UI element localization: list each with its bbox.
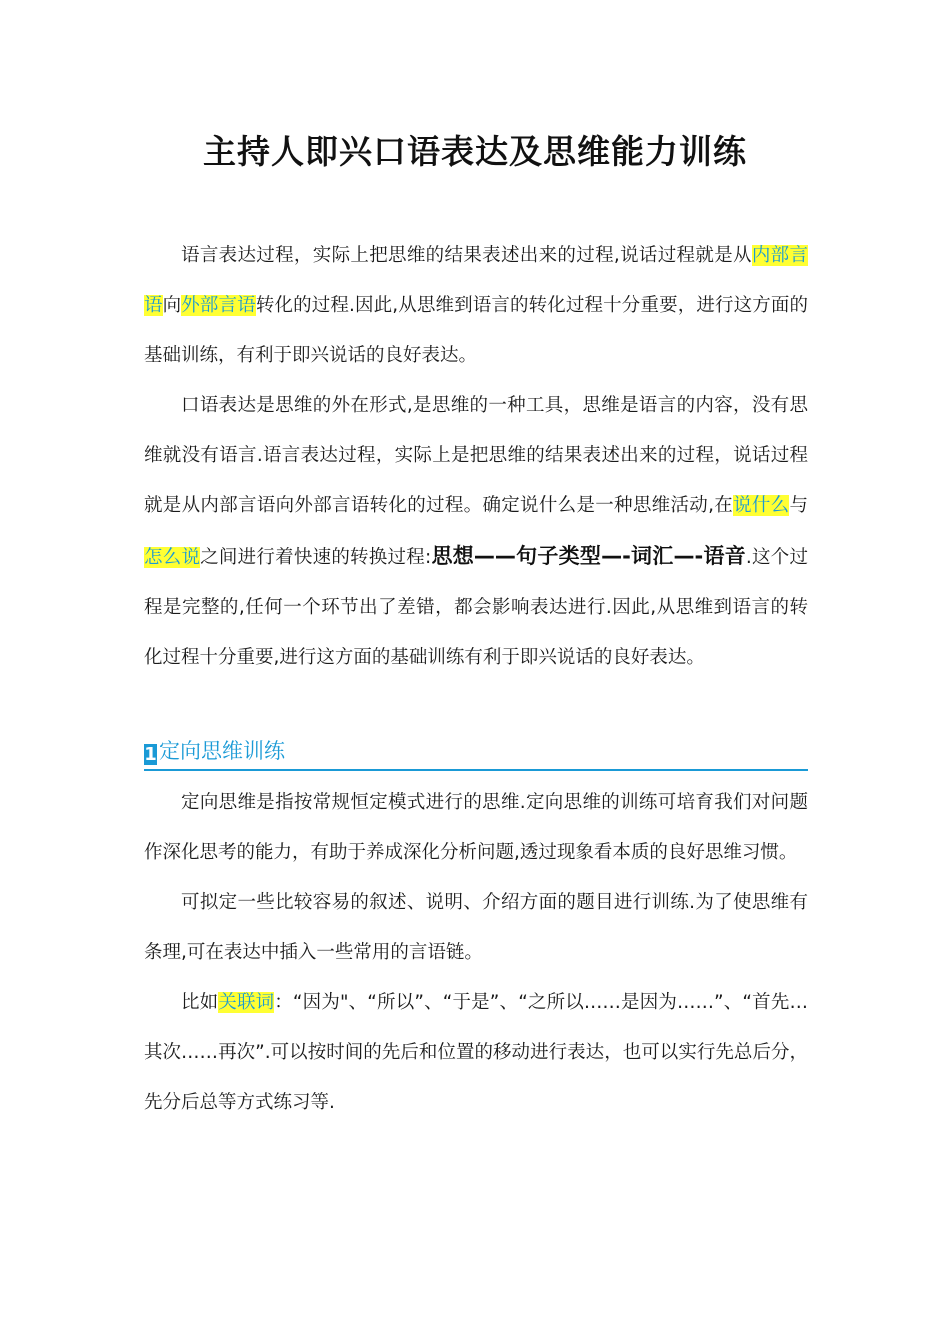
paragraph-text: 转化的过程.因此,从思维到语言的转化过程十分重要，进行这方面的基础训练，有利于即兴说话的良好表达。 [144,295,808,366]
paragraph-1 [144,231,808,381]
highlighted-term: 怎么说 [144,547,201,568]
paragraph-text: ：“因为"、“所以”、“于是”、“之所以……是因为……”、“首先…其次……再次”.可以按时间的先后和位置的移动进行表达，也可以实行先总后分，先分后总等方式练习等. [144,992,808,1113]
paragraph-text: 之间进行着快速的转换过程: [200,547,432,568]
paragraph-2 [144,381,808,683]
paragraph-text: 向 [162,295,182,316]
section-heading-1 [144,733,808,771]
paragraph-text: 比如 [181,992,219,1013]
paragraph-3: 定向思维是指按常规恒定模式进行的思维.定向思维的训练可培育我们对问题作深化思考的能力，有助于养成深化分析问题,透过现象看本质的良好思维习惯。 [144,792,808,863]
document-body [144,231,808,1128]
section-number-badge: 1 [144,744,157,765]
paragraph-4: 可拟定一些比较容易的叙述、说明、介绍方面的题目进行训练.为了使思维有条理,可在表达中插入一些常用的言语链。 [144,892,808,963]
section-heading-text: 定向思维训练 [159,739,285,763]
highlighted-term: 内部言语 [144,245,808,316]
emphasized-sequence: 思想——句子类型—-词汇—-语音 [431,544,746,568]
highlighted-term: 外部言语 [181,295,256,316]
paragraph-text: 口语表达是思维的外在形式,是思维的一种工具，思维是语言的内容，没有思维就没有语言.语言表达过程，实际上是把思维的结果表述出来的过程，说话过程就是从内部言语向外部言语转化的过程。确定说什么是一种思维活动,在 [144,395,808,516]
document-title: 主持人即兴口语表达及思维能力训练 [203,132,747,171]
paragraph-text: 与 [789,495,808,516]
paragraph-text: 语言表达过程，实际上把思维的结果表述出来的过程,说话过程就是从 [181,245,752,266]
highlighted-term: 说什么 [733,495,790,516]
highlighted-term: 关联词 [218,992,275,1013]
paragraph-text: .这个过程是完整的,任何一个环节出了差错，都会影响表达进行.因此,从思维到语言的转化过程十分重要,进行这方面的基础训练有利于即兴说话的良好表达。 [144,547,808,668]
paragraph-5 [144,978,808,1128]
